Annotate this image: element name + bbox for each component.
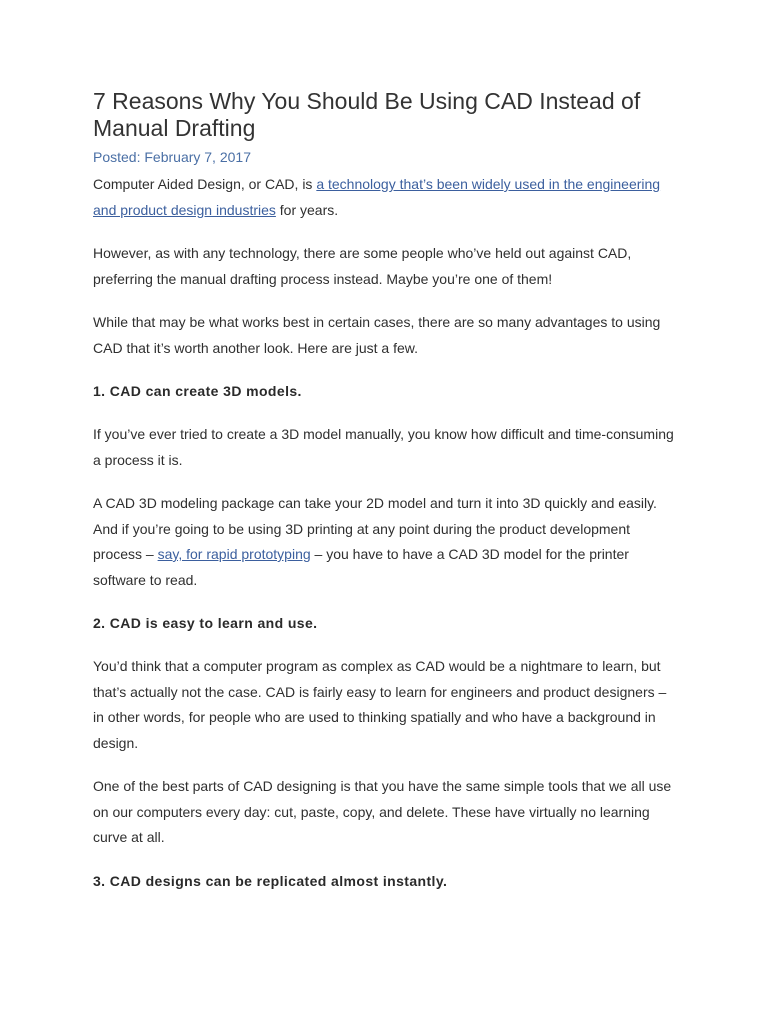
p5-text-before: A CAD 3D modeling package can take your 2D model and turn it into 3D quickly and easily. And if you’re going to be using 3D printing at any point during the product development process – <box>93 495 657 562</box>
cad-technology-link[interactable]: a technology that’s been widely used in the engineering and product design industries <box>93 176 661 218</box>
paragraph-manual-3d: If you’ve ever tried to create a 3D model manually, you know how difficult and time-consuming a process it is. <box>93 426 674 468</box>
p5-text-after: – you have to have a CAD 3D model for the printer software to read. <box>93 546 629 588</box>
paragraph-advantages: While that may be what works best in certain cases, there are so many advantages to using CAD that it’s worth another look. Here are just a few. <box>93 314 661 356</box>
intro-text-before: Computer Aided Design, or CAD, is <box>93 176 317 192</box>
reason-3-heading: 3. CAD designs can be replicated almost instantly. <box>93 872 448 889</box>
paragraph-3d-modeling <box>93 491 674 593</box>
intro-text-after: for years. <box>275 201 339 218</box>
rapid-prototyping-link[interactable]: say, for rapid prototyping <box>157 546 311 562</box>
reason-1-heading: 1. CAD can create 3D models. <box>93 383 302 399</box>
posted-date: Posted: February 7, 2017 <box>93 149 251 165</box>
paragraph-simple-tools: One of the best parts of CAD designing is that you have the same simple tools that we all use on our computers every day: cut, paste, copy, and delete. These have virtually no learning curve at all. <box>93 778 672 845</box>
reason-2-heading: 2. CAD is easy to learn and use. <box>93 615 318 631</box>
paragraph-holdouts: However, as with any technology, there are some people who’ve held out against CAD, preferring the manual drafting process instead. Maybe you’re one of them! <box>93 245 632 287</box>
article-title: 7 Reasons Why You Should Be Using CAD Instead of Manual Drafting <box>93 88 641 141</box>
paragraph-easy-to-learn: You’d think that a computer program as complex as CAD would be a nightmare to learn, but that’s actually not the case. CAD is fairly easy to learn for engineers and product designers – in other words, for people who are used to thinking spatially and who have a background in design. <box>93 658 667 751</box>
intro-paragraph <box>93 172 674 223</box>
